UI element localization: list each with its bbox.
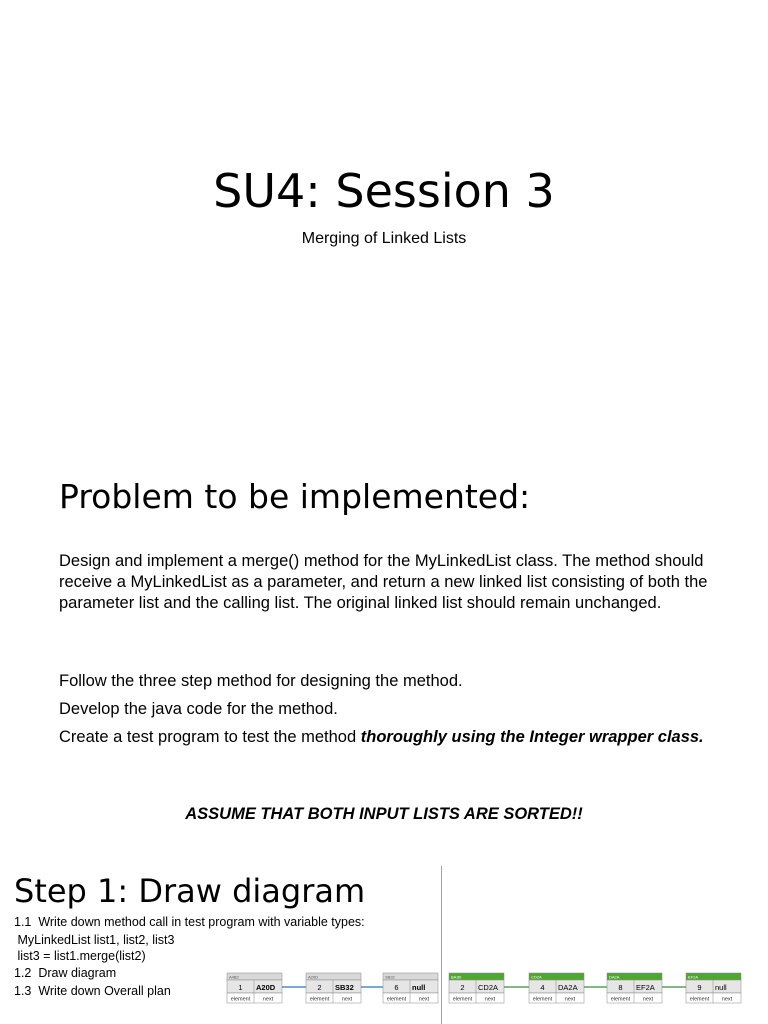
node-next: SB32 [335,983,354,992]
list1-node [383,973,438,1003]
node-element: 6 [394,983,399,992]
problem-slide [0,440,768,860]
node-value-row [383,980,438,993]
node-next-label: next [484,996,496,1003]
node-element-label: element [386,996,407,1003]
node-next-label: next [262,996,274,1003]
node-address: A20D [308,974,319,980]
plan-line: 1.3 Write down Overall plan [14,984,171,998]
node-element-label: element [610,996,631,1003]
node-element-label: element [532,996,553,1003]
node-address: CD2A [531,974,542,980]
instruction-item [59,727,709,748]
node-element-label: element [689,996,710,1003]
node-element-label: element [230,996,251,1003]
plan-line: list3 = list1.merge(list2) [14,949,146,963]
node-next-label: next [341,996,353,1003]
assumption-note: ASSUME THAT BOTH INPUT LISTS ARE SORTED!! [185,805,583,823]
node-next-label: next [721,996,733,1003]
plan-line: 1.2 Draw diagram [14,966,117,980]
node-next: null [412,983,426,992]
instruction-item: Follow the three step method for designing the method. [59,672,463,690]
node-address: A4B2 [229,974,239,980]
node-next: A20D [256,983,276,992]
node-element: 4 [540,983,545,992]
slide-subtitle: Merging of Linked Lists [301,230,467,247]
list2-node [529,973,584,1003]
node-address: DA2A [609,974,620,980]
slide-title: SU4: Session 3 [213,164,555,218]
node-address: EF2A [688,974,699,980]
step-heading: Step 1: Draw diagram [14,872,366,910]
node-value-row [686,980,741,993]
list1-node [306,973,361,1003]
node-next: null [715,983,727,992]
list1-node [227,973,282,1003]
list2-node [607,973,662,1003]
instruction-item: Develop the java code for the method. [59,700,338,718]
instruction-text: Create a test program to test the method [59,728,361,746]
step-slide [0,860,768,1024]
linked-list-diagram [0,860,768,1024]
title-slide [0,0,768,440]
list2-node [449,973,504,1003]
node-next: CD2A [478,983,499,992]
node-next: EF2A [636,983,655,992]
node-element: 9 [697,983,702,992]
list2-node [686,973,741,1003]
node-next-label: next [564,996,576,1003]
plan-line: MyLinkedList list1, list2, list3 [14,933,175,947]
node-element: 2 [317,983,322,992]
node-element-label: element [452,996,473,1003]
node-next-label: next [418,996,430,1003]
node-element-label: element [309,996,330,1003]
node-element: 8 [618,983,623,992]
node-next: DA2A [558,983,578,992]
problem-description: Design and implement a merge() method for the MyLinkedList class. The method should receive a MyLinkedList as a parameter, and return a new linked list consisting of both the parameter list and the calling list. The original linked list should remain unchanged. [59,552,708,612]
node-next-label: next [642,996,654,1003]
instruction-emphasis: thoroughly using the Integer wrapper class. [360,728,704,746]
node-element: 2 [460,983,465,992]
node-address: SB32 [385,974,395,980]
node-element: 1 [238,983,243,992]
plan-line: 1.1 Write down method call in test program with variable types: [14,915,365,929]
node-address: BA3D [451,974,462,980]
problem-heading: Problem to be implemented: [59,477,531,516]
